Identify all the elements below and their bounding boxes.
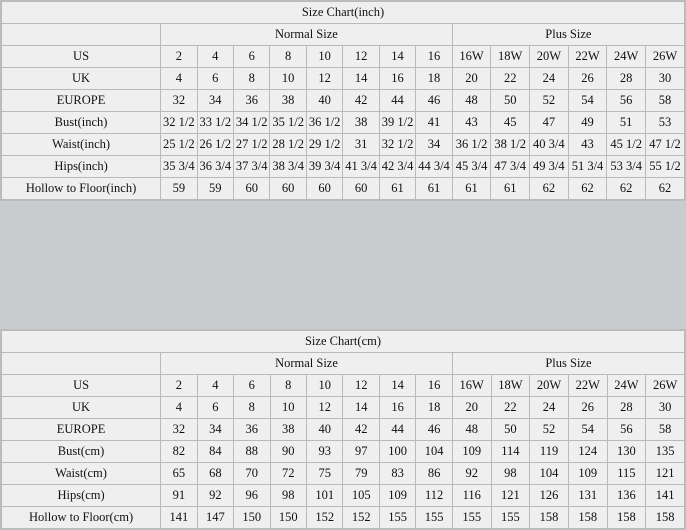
cell: 16 [416,375,452,397]
cell: 48 [452,419,491,441]
cell: 14 [343,68,379,90]
cell: 51 [607,112,646,134]
cell: 65 [161,463,197,485]
cell: 20 [452,397,491,419]
cell: 141 [161,507,197,529]
cell: 16 [379,397,415,419]
cell: 83 [379,463,415,485]
table-row [2,441,685,463]
cell: 48 [452,90,491,112]
cell: 141 [646,485,685,507]
cell: 6 [234,375,270,397]
cm-chart-title: Size Chart(cm) [2,331,685,353]
cell: 6 [197,68,233,90]
cell: 24 [530,397,569,419]
cell: 43 [568,134,607,156]
cell: 114 [491,441,530,463]
cell: 86 [416,463,452,485]
cell: 20W [530,375,569,397]
cell: 41 [416,112,452,134]
cell: 30 [646,397,685,419]
cell: 59 [161,178,197,200]
table-row [2,463,685,485]
cell: 18W [491,46,530,68]
cell: 131 [568,485,607,507]
cell: 38 [270,419,306,441]
cell: 36 1/2 [306,112,342,134]
cell: 26 [568,397,607,419]
cell: 32 [161,419,197,441]
cell: 79 [343,463,379,485]
cell: 72 [270,463,306,485]
cell: 31 [343,134,379,156]
cell: 44 3/4 [416,156,452,178]
cell: 115 [607,463,646,485]
cell: 54 [568,419,607,441]
row-label: Hips(cm) [2,485,161,507]
cell: 12 [343,375,379,397]
cell: 60 [234,178,270,200]
cell: 84 [197,441,233,463]
cell: 38 [343,112,379,134]
cell: 22W [568,46,607,68]
cell: 136 [607,485,646,507]
row-label: Hips(inch) [2,156,161,178]
cell: 58 [646,419,685,441]
cell: 60 [270,178,306,200]
cell: 158 [568,507,607,529]
cell: 4 [197,46,233,68]
cm-group-blank [2,353,161,375]
cell: 60 [343,178,379,200]
cell: 8 [270,46,306,68]
cell: 121 [491,485,530,507]
table-row [2,112,685,134]
cell: 22 [491,397,530,419]
cell: 97 [343,441,379,463]
cell: 44 [379,419,415,441]
cell: 27 1/2 [234,134,270,156]
cell: 14 [343,397,379,419]
row-label: UK [2,397,161,419]
row-label: Hollow to Floor(cm) [2,507,161,529]
cell: 121 [646,463,685,485]
cell: 25 1/2 [161,134,197,156]
cell: 158 [646,507,685,529]
cell: 62 [530,178,569,200]
cell: 47 1/2 [646,134,685,156]
cell: 54 [568,90,607,112]
cell: 92 [197,485,233,507]
cell: 47 3/4 [491,156,530,178]
table-row [2,178,685,200]
cell: 50 [491,419,530,441]
cell: 36 3/4 [197,156,233,178]
cell: 150 [270,507,306,529]
cell: 14 [379,375,415,397]
cell: 61 [491,178,530,200]
cell: 59 [197,178,233,200]
cell: 126 [530,485,569,507]
cell: 104 [416,441,452,463]
cell: 35 3/4 [161,156,197,178]
cell: 22W [568,375,607,397]
cell: 10 [270,68,306,90]
cell: 4 [197,375,233,397]
cell: 47 [530,112,569,134]
cell: 90 [270,441,306,463]
cell: 8 [234,397,270,419]
table-row [2,375,685,397]
cell: 16W [452,46,491,68]
cell: 30 [646,68,685,90]
cell: 35 1/2 [270,112,306,134]
cell: 18 [416,397,452,419]
table-row [2,68,685,90]
row-label: UK [2,68,161,90]
row-label: Bust(inch) [2,112,161,134]
cell: 46 [416,90,452,112]
cell: 2 [161,375,197,397]
cell: 55 1/2 [646,156,685,178]
cm-group-normal: Normal Size [161,353,453,375]
cell: 20W [530,46,569,68]
cell: 16 [416,46,452,68]
inch-title-row [2,2,685,24]
cell: 12 [343,46,379,68]
cell: 51 3/4 [568,156,607,178]
cell: 158 [607,507,646,529]
cell: 26W [646,375,685,397]
cell: 42 [343,419,379,441]
cell: 32 1/2 [161,112,197,134]
cell: 109 [452,441,491,463]
cell: 39 1/2 [379,112,415,134]
cell: 40 [307,419,343,441]
cell: 155 [379,507,415,529]
cell: 109 [379,485,415,507]
cell: 34 [197,90,233,112]
size-chart-inch-table [1,1,685,200]
table-row [2,156,685,178]
cm-table-body [2,331,685,529]
cell: 50 [491,90,530,112]
cell: 135 [646,441,685,463]
cell: 62 [568,178,607,200]
cell: 36 [234,90,270,112]
cell: 8 [234,68,270,90]
cell: 98 [270,485,306,507]
cell: 158 [530,507,569,529]
cell: 155 [416,507,452,529]
cell: 18 [416,68,452,90]
cell: 4 [161,68,197,90]
cell: 12 [307,397,343,419]
cell: 75 [307,463,343,485]
cell: 22 [491,68,530,90]
cell: 62 [646,178,685,200]
cell: 4 [161,397,197,419]
cell: 119 [530,441,569,463]
cell: 92 [452,463,491,485]
row-label: Bust(cm) [2,441,161,463]
cell: 101 [307,485,343,507]
cell: 28 [607,397,646,419]
cell: 6 [234,46,270,68]
row-label: EUROPE [2,419,161,441]
cell: 45 [491,112,530,134]
cm-group-plus: Plus Size [452,353,684,375]
cell: 36 [234,419,270,441]
chart-divider [0,262,686,268]
cell: 45 3/4 [452,156,491,178]
cell: 10 [270,397,306,419]
cell: 36 1/2 [452,134,491,156]
table-row [2,90,685,112]
row-label: Hollow to Floor(inch) [2,178,161,200]
cell: 32 1/2 [379,134,415,156]
cell: 61 [379,178,415,200]
cell: 34 [197,419,233,441]
cell: 124 [568,441,607,463]
cell: 42 [343,90,379,112]
cell: 62 [607,178,646,200]
cell: 150 [234,507,270,529]
row-label: US [2,375,161,397]
inch-group-blank [2,24,161,46]
cell: 33 1/2 [197,112,233,134]
cell: 56 [607,419,646,441]
row-label: Waist(cm) [2,463,161,485]
row-label: Waist(inch) [2,134,161,156]
cell: 14 [379,46,415,68]
cell: 96 [234,485,270,507]
cell: 49 [568,112,607,134]
cell: 12 [306,68,342,90]
cell: 18W [491,375,530,397]
cell: 42 3/4 [379,156,415,178]
table-row [2,507,685,529]
cell: 38 3/4 [270,156,306,178]
cell: 116 [452,485,491,507]
cell: 88 [234,441,270,463]
cell: 70 [234,463,270,485]
cell: 44 [379,90,415,112]
cell: 53 [646,112,685,134]
cell: 41 3/4 [343,156,379,178]
cell: 24W [607,46,646,68]
cell: 98 [491,463,530,485]
cell: 61 [416,178,452,200]
cell: 53 3/4 [607,156,646,178]
cell: 147 [197,507,233,529]
cell: 112 [416,485,452,507]
cell: 37 3/4 [234,156,270,178]
cm-title-row [2,331,685,353]
cell: 52 [530,419,569,441]
row-label: US [2,46,161,68]
inch-table-body [2,2,685,200]
cell: 26 [568,68,607,90]
cell: 40 3/4 [530,134,569,156]
cell: 105 [343,485,379,507]
cell: 155 [452,507,491,529]
cell: 56 [607,90,646,112]
cell: 8 [270,375,306,397]
cell: 91 [161,485,197,507]
size-chart-cm [0,329,686,530]
cell: 24 [530,68,569,90]
table-row [2,46,685,68]
cm-group-row [2,353,685,375]
cell: 28 1/2 [270,134,306,156]
cell: 109 [568,463,607,485]
cell: 93 [307,441,343,463]
cell: 29 1/2 [306,134,342,156]
row-label: EUROPE [2,90,161,112]
cell: 130 [607,441,646,463]
inch-group-normal: Normal Size [161,24,453,46]
cell: 49 3/4 [530,156,569,178]
cell: 32 [161,90,197,112]
cell: 28 [607,68,646,90]
table-row [2,419,685,441]
cell: 26W [646,46,685,68]
table-row [2,134,685,156]
inch-group-plus: Plus Size [452,24,684,46]
cell: 16 [379,68,415,90]
cell: 16W [452,375,491,397]
cell: 38 1/2 [491,134,530,156]
cell: 100 [379,441,415,463]
cell: 152 [307,507,343,529]
cell: 20 [452,68,491,90]
cell: 10 [306,46,342,68]
cell: 34 [416,134,452,156]
table-row [2,397,685,419]
cell: 43 [452,112,491,134]
cell: 34 1/2 [234,112,270,134]
table-row [2,485,685,507]
cell: 10 [307,375,343,397]
cell: 26 1/2 [197,134,233,156]
cell: 152 [343,507,379,529]
cell: 60 [306,178,342,200]
inch-chart-title: Size Chart(inch) [2,2,685,24]
cell: 45 1/2 [607,134,646,156]
cell: 82 [161,441,197,463]
inch-group-row [2,24,685,46]
cell: 104 [530,463,569,485]
cell: 61 [452,178,491,200]
cell: 155 [491,507,530,529]
cell: 39 3/4 [306,156,342,178]
size-chart-inch [0,0,686,201]
size-chart-cm-table [1,330,685,529]
cell: 40 [306,90,342,112]
cell: 46 [416,419,452,441]
cell: 68 [197,463,233,485]
cell: 24W [607,375,646,397]
cell: 38 [270,90,306,112]
cell: 6 [197,397,233,419]
cell: 58 [646,90,685,112]
cell: 52 [530,90,569,112]
cell: 2 [161,46,197,68]
